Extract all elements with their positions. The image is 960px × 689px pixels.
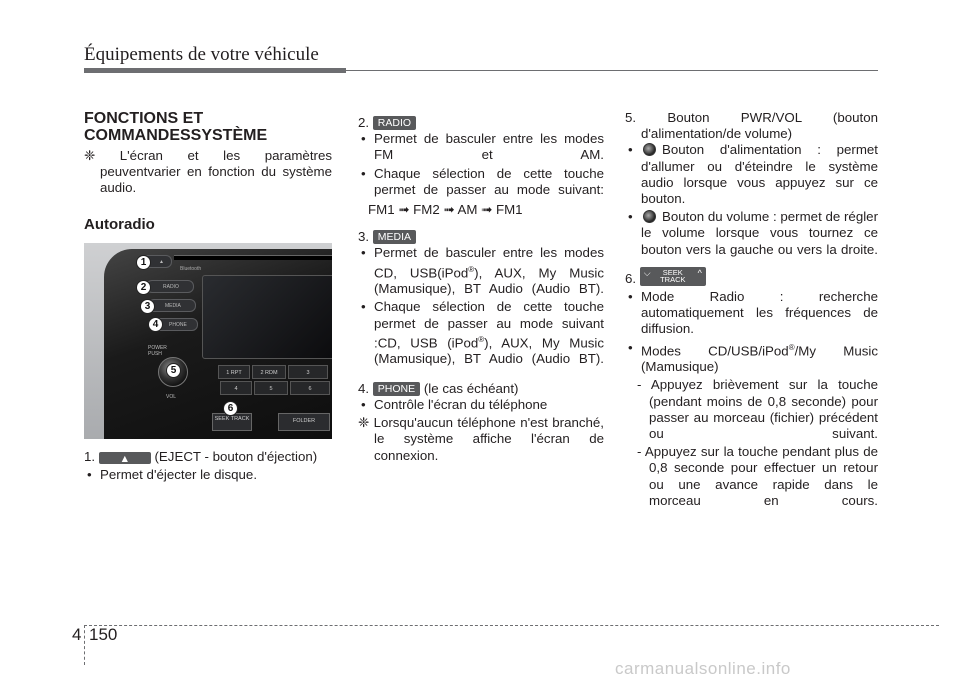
header-rule (346, 70, 878, 71)
item-4-note-text: Lorsqu'aucun téléphone n'est branché, le système affiche l'écran de connexion. (373, 415, 604, 463)
item-4 (358, 381, 604, 397)
item-5-bullet-2 (625, 209, 878, 258)
item-1 (84, 449, 332, 465)
item-3-bullet-2-text-b: ), AUX, My Music (Mamusique), BT Audio (Audio BT). (374, 335, 604, 367)
chapter-number: 4 (72, 625, 82, 644)
item-3-bullet-1-text-a: Permet de basculer entre les modes CD, USB(iPod (374, 245, 604, 281)
item-4-text: (le cas échéant) (423, 380, 519, 396)
subheading-autoradio: Autoradio (84, 215, 155, 233)
bluetooth-label: Bluetooth (180, 265, 202, 272)
item-5-bullet-2-text: Bouton du volume : permet de régler le volume lorsque vous tournez ce bouton vers la gauche ou vers la droite. (641, 209, 878, 257)
media-tag: MEDIA (373, 230, 416, 244)
callout-6: 6 (223, 401, 238, 416)
preset-2: 2 RDM (252, 365, 286, 379)
note-mark: ❈ (358, 415, 370, 431)
item-1-number: 1. (84, 448, 96, 464)
eject-icon: ▲ (99, 452, 151, 464)
item-3-bullet-1 (358, 245, 604, 297)
column-1 (84, 110, 332, 485)
preset-4: 4 (220, 381, 252, 395)
radio-button: RADIO (146, 280, 194, 293)
phone-tag: PHONE (373, 382, 420, 396)
eject-button: ▲ (142, 255, 172, 268)
footer-rule (84, 625, 939, 626)
registered-mark: ® (788, 342, 795, 352)
seek-tag-line2: TRACK (660, 274, 686, 284)
intro-note (84, 148, 332, 197)
item-6-dash-1: - Appuyez brièvement sur la touche (pendant moins de 0,8 seconde) pour passer au morceau (fichier) précédent ou suivant. (637, 377, 878, 442)
item-2-bullet-1: • Permet de basculer entre les modes FM et AM. (358, 131, 604, 163)
item-6-bullet-2 (625, 340, 878, 376)
item-5-line-2: d'alimentation/de volume) (641, 126, 793, 142)
item-6-dash-2: - Appuyez sur la touche pendant plus de 0,8 seconde pour effectuer un retour ou une avance rapide dans le morceau en cours. (637, 444, 878, 508)
section-heading-line2: COMMANDESSYSTÈME (84, 127, 268, 144)
item-6 (625, 267, 878, 287)
page-header-title: Équipements de votre véhicule (84, 44, 319, 65)
item-4-number: 4. (358, 380, 370, 396)
item-2 (358, 115, 604, 131)
callout-5: 5 (166, 363, 181, 378)
column-3 (625, 110, 878, 511)
section-heading (84, 110, 332, 144)
registered-mark: ® (478, 334, 485, 344)
item-2-bullet-2: • Chaque sélection de cette touche permet de passer au mode suivant: (358, 166, 604, 198)
item-3-bullet-2-text-a: Chaque sélection de cette touche permet de passer au mode suivant :CD, USB (iPod (374, 299, 604, 351)
radio-screen (202, 275, 332, 359)
chevron-up-icon: ^ (697, 267, 702, 278)
item-4-note (358, 415, 604, 464)
note-mark: ❈ (84, 148, 96, 163)
item-5-bullet-1 (625, 142, 878, 207)
note-text: L'écran et les paramètres peuventvarier en fonction du système audio. (100, 148, 332, 196)
cd-slot (174, 255, 332, 260)
preset-5: 5 (254, 381, 288, 395)
mode-sequence: FM1 ➟ FM2 ➟ AM ➟ FM1 (368, 202, 523, 218)
watermark: carmanualsonline.info (615, 659, 791, 678)
radio-tag: RADIO (373, 116, 416, 130)
radio-unit-image (84, 243, 332, 439)
item-3-number: 3. (358, 229, 370, 245)
callout-1: 1 (136, 255, 151, 270)
folder-button: FOLDER (278, 413, 330, 431)
item-5-bullet-1-text: Bouton d'alimentation : permet d'allumer ou d'éteindre le système audio lorsque vous appuyez sur ce bouton. (641, 142, 878, 207)
item-4-bullet: • Contrôle l'écran du téléphone (358, 397, 604, 413)
item-6-bullet-2-text-b: /My Music (Mamusique) (641, 343, 878, 375)
callout-2: 2 (136, 280, 151, 295)
item-3-bullet-2 (358, 299, 604, 367)
callout-3: 3 (140, 299, 155, 314)
item-1-bullet: • Permet d'éjecter le disque. (84, 467, 332, 483)
item-2-number: 2. (358, 115, 370, 130)
phone-button: PHONE (152, 318, 198, 331)
item-3-bullet-1-text-b: ), AUX, My Music (Mamusique), BT Audio (Audio BT). (374, 265, 604, 297)
preset-1: 1 RPT (218, 365, 250, 379)
header-bar (84, 68, 346, 73)
item-6-bullet-2-text-a: Modes CD/USB/iPod (641, 343, 789, 359)
power-label: POWER PUSH (148, 344, 167, 357)
chevron-down-icon: ⌵ (643, 267, 651, 278)
volume-knob-icon (643, 210, 656, 223)
preset-6: 6 (290, 381, 330, 395)
power-knob-icon (643, 143, 656, 156)
seek-track-tag (640, 267, 706, 286)
footer-divider (84, 625, 85, 665)
seek-track-button: SEEK TRACK (212, 413, 252, 431)
page-number: 150 (89, 625, 118, 644)
item-6-bullet-1: • Mode Radio : recherche automatiquement les fréquences de diffusion. (625, 289, 878, 338)
section-heading-line1: FONCTIONS ET (84, 110, 204, 127)
registered-mark: ® (468, 264, 475, 274)
preset-3: 3 (288, 365, 328, 379)
item-1-text: (EJECT - bouton d'éjection) (154, 448, 318, 464)
item-5-line-1: 5. Bouton PWR/VOL (bouton (625, 110, 878, 125)
callout-4: 4 (148, 317, 163, 332)
vol-label: VOL (166, 393, 177, 400)
media-button: MEDIA (148, 299, 196, 312)
seek-tag-line1: SEEK (662, 267, 683, 277)
column-2 (358, 110, 604, 464)
item-3 (358, 229, 604, 245)
item-6-number: 6. (625, 270, 637, 286)
